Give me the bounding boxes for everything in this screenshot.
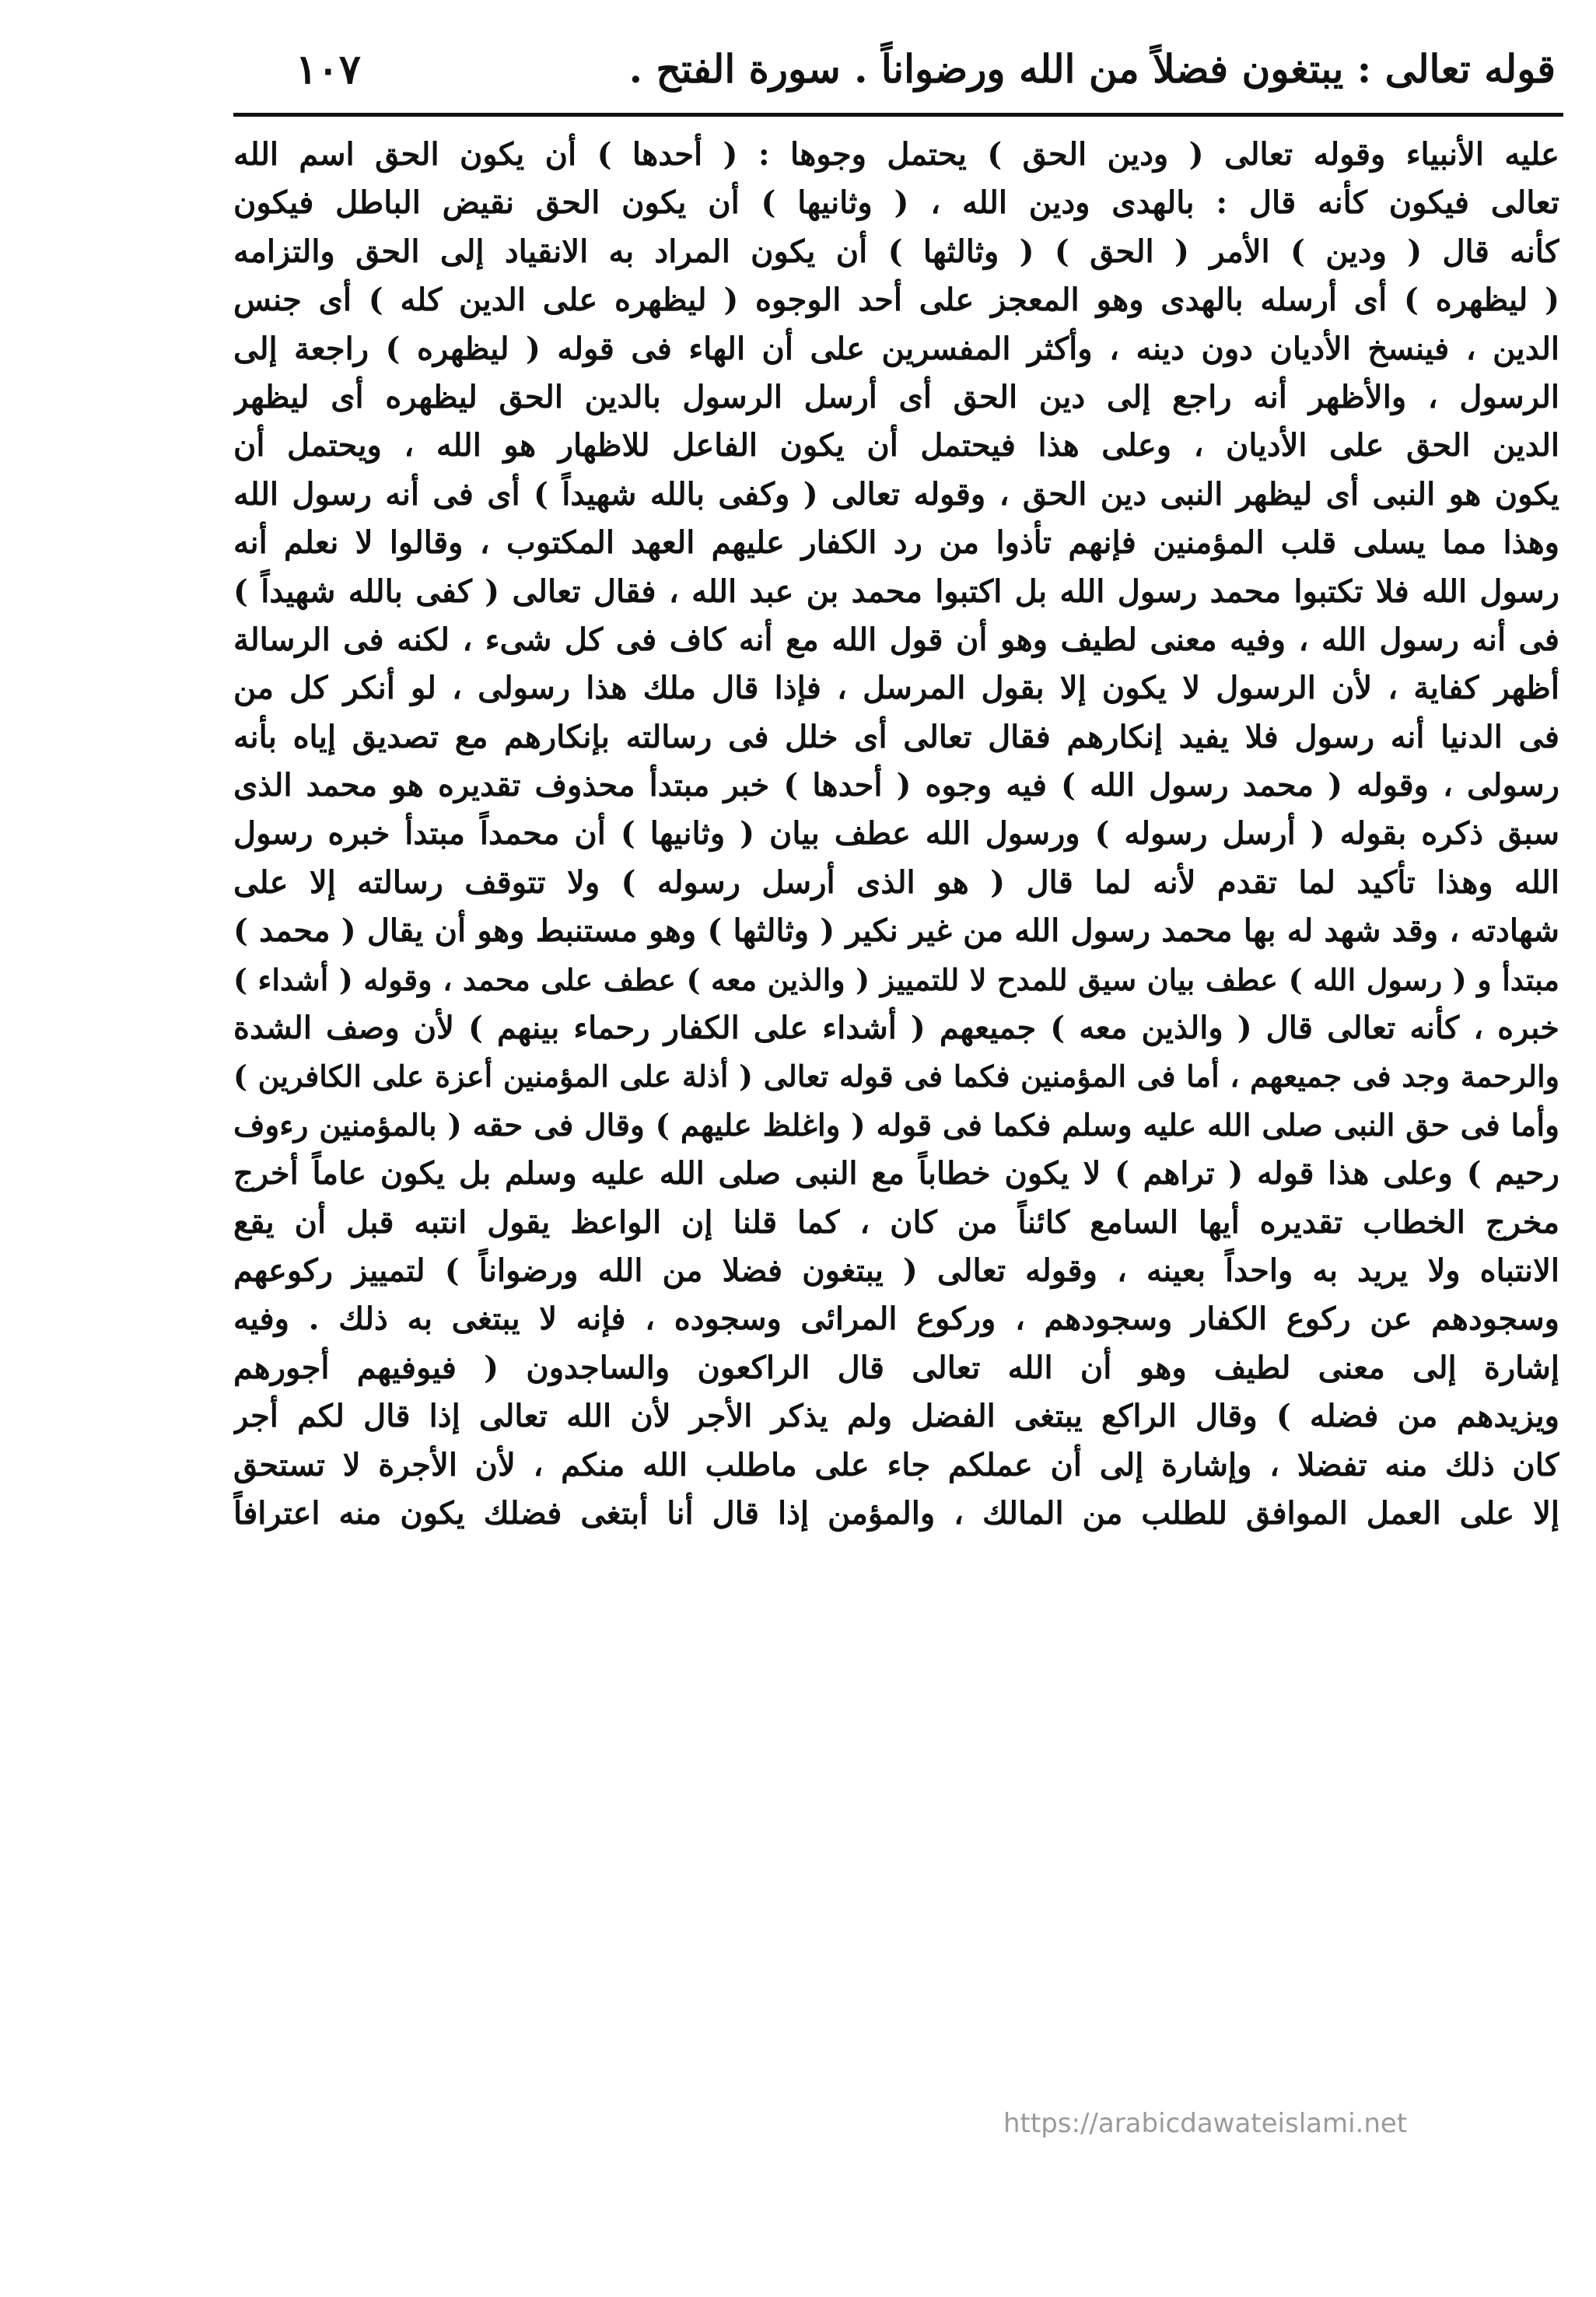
- text-line: الرسول ، والأظهر أنه راجع إلى دين الحق أى أرسل الرسول بالدين الحق ليظهره أى ليظهر: [233, 378, 1559, 415]
- text-line: إلا على العمل الموافق للطلب من المالك ، والمؤمن إذا قال أنا أبتغى فضلك يكون منه اعترافاً: [233, 1494, 1559, 1532]
- text-line: أظهر كفاية ، لأن الرسول لا يكون إلا بقول المرسل ، فإذا قال ملك هذا رسولى ، لو أنكر كل من: [233, 670, 1559, 707]
- text-line: تعالى فيكون كأنه قال : بالهدى ودين الله ، ( وثانيها ) أن يكون الحق نقيض الباطل فيكون: [233, 184, 1559, 222]
- text-line: مخرج الخطاب تقديره أيها السامع كائناً من كان ، كما قلنا إن الواعظ يقول انتبه قبل أن يقع: [233, 1203, 1559, 1241]
- text-line: عليه الأنبياء وقوله تعالى ( ودين الحق ) يحتمل وجوها : ( أحدها ) أن يكون الحق اسم الله: [233, 136, 1559, 173]
- watermark-url: https://arabicdawateislami.net: [1003, 2108, 1408, 2139]
- text-line: وسجودهم عن ركوع الكفار وسجودهم ، وركوع المرائى وسجوده ، فإنه لا يبتغى به ذلك . وفيه: [233, 1301, 1559, 1338]
- text-line: رسول الله فلا تكتبوا محمد رسول الله بل اكتبوا محمد بن عبد الله ، فقال تعالى ( كفى بالله شهيداً ): [233, 572, 1559, 610]
- text-line: وأما فى حق النبى صلى الله عليه وسلم فكما فى قوله ( واغلظ عليهم ) وقال فى حقه ( بالمؤمنين رءوف: [233, 1107, 1559, 1143]
- text-line: الانتباه ولا يريد به واحداً بعينه ، وقوله تعالى ( يبتغون فضلا من الله ورضواناً ) لتمييز ركوعهم: [233, 1252, 1559, 1289]
- text-line: إشارة إلى معنى لطيف وهو أن الله تعالى قال الراكعون والساجدون ( فيوفيهم أجورهم: [233, 1349, 1559, 1386]
- text-line: وهذا مما يسلى قلب المؤمنين فإنهم تأذوا من رد الكفار عليهم العهد المكتوب ، وقالوا لا نعلم أنه: [233, 524, 1559, 562]
- text-line: الدين الحق على الأديان ، وعلى هذا فيحتمل أن يكون الفاعل للاظهار هو الله ، ويحتمل أن: [233, 427, 1559, 464]
- text-line: الله وهذا تأكيد لما تقدم لأنه لما قال ( هو الذى أرسل رسوله ) ولا تتوقف رسالته إلا على: [233, 863, 1559, 901]
- text-line: رسولى ، وقوله ( محمد رسول الله ) فيه وجوه ( أحدها ) خبر مبتدأ محذوف تقديره هو محمد الذى: [233, 767, 1559, 804]
- text-line: ويزيدهم من فضله ) وقال الراكع يبتغى الفضل ولم يذكر الأجر لأن الله تعالى إذا قال لكم أجر: [233, 1398, 1559, 1435]
- text-line: مبتدأ و ( رسول الله ) عطف بيان سيق للمدح لا للتمييز ( والذين معه ) عطف على محمد ، وقوله ( أشداء ): [233, 961, 1559, 997]
- body-text: [233, 131, 1559, 1538]
- text-line: كأنه قال ( ودين ) الأمر ( الحق ) ( وثالثها ) أن يكون المراد به الانقياد إلى الحق والتزامه: [233, 233, 1559, 270]
- text-line: ( ليظهره ) أى أرسله بالهدى وهو المعجز على أحد الوجوه ( ليظهره على الدين كله ) أى جنس: [233, 282, 1559, 319]
- text-line: الدين ، فينسخ الأديان دون دينه ، وأكثر المفسرين على أن الهاء فى قوله ( ليظهره ) راجعة إلى: [233, 330, 1559, 367]
- text-line: رحيم ) وعلى هذا قوله ( تراهم ) لا يكون خطاباً مع النبى صلى الله عليه وسلم بل يكون عاماً أخرج: [233, 1155, 1559, 1192]
- text-line: يكون هو النبى أى ليظهر النبى دين الحق ، وقوله تعالى ( وكفى بالله شهيداً ) أى فى أنه رسول الله: [233, 475, 1559, 513]
- text-line: كان ذلك منه تفضلا ، وإشارة إلى أن عملكم جاء على ماطلب الله منكم ، لأن الأجرة لا تستحق: [233, 1446, 1559, 1483]
- header-divider: [233, 113, 1563, 117]
- text-line: فى الدنيا أنه رسول فلا يفيد إنكارهم فقال تعالى أى خلل فى رسالته بإنكارهم مع تصديق إياه بأنه: [233, 718, 1559, 755]
- page-number: ١٠٧: [296, 46, 361, 93]
- running-title: قوله تعالى : يبتغون فضلاً من الله ورضواناً . سورة الفتح .: [628, 46, 1556, 92]
- page-header: [233, 43, 1556, 113]
- text-line: سبق ذكره بقوله ( أرسل رسوله ) ورسول الله عطف بيان ( وثانيها ) أن محمداً مبتدأ خبره رسول: [233, 815, 1559, 853]
- text-line: والرحمة وجد فى جميعهم ، أما فى المؤمنين فكما فى قوله تعالى ( أذلة على المؤمنين أعزة على الكافرين ): [233, 1059, 1559, 1094]
- text-line: خبره ، كأنه تعالى قال ( والذين معه ) جميعهم ( أشداء على الكفار رحماء بينهم ) لأن وصف الشدة: [233, 1010, 1559, 1047]
- text-line: فى أنه رسول الله ، وفيه معنى لطيف وهو أن قول الله مع أنه كاف فى كل شىء ، لكنه فى الرسالة: [233, 621, 1559, 658]
- text-line: شهادته ، وقد شهد له بها محمد رسول الله من غير نكير ( وثالثها ) وهو مستنبط وهو أن يقال ( محمد ): [233, 912, 1559, 950]
